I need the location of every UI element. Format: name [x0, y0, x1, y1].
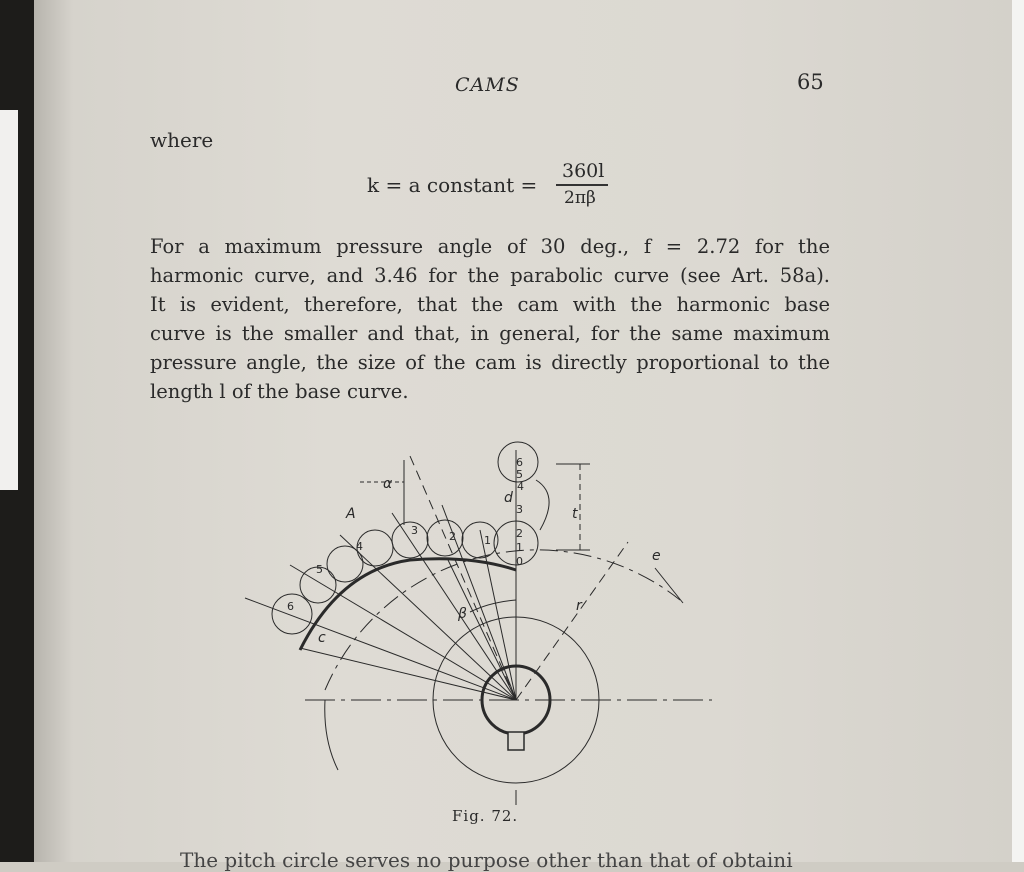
scale-label-2: 2	[516, 527, 523, 540]
next-paragraph-partial: The pitch circle serves no purpose other than that of obtaini	[180, 848, 793, 872]
point-label-6: 6	[287, 600, 294, 613]
r-label: r	[576, 598, 582, 614]
point-label-2: 2	[449, 530, 456, 543]
cam-figure	[240, 438, 720, 808]
e-label: e	[652, 548, 661, 564]
d-label: d	[504, 490, 513, 506]
alpha-label: α	[383, 476, 393, 492]
background-edge	[0, 110, 18, 490]
equation-lhs: k = a constant =	[367, 173, 538, 197]
point-label-3: 3	[411, 524, 418, 537]
paragraph-line: For a maximum pressure angle of 30 deg., f = 2.72 for the	[150, 235, 830, 258]
body-paragraph	[150, 232, 830, 406]
point-label-1: 1	[484, 534, 491, 547]
point-label-5: 5	[316, 563, 323, 576]
scale-label-0: 0	[516, 555, 523, 568]
point-label-4: 4	[356, 540, 363, 553]
equation-denominator: 2πβ	[564, 188, 596, 208]
scale-label-5: 5	[516, 468, 523, 481]
scale-label-3: 3	[516, 503, 523, 516]
a-label: A	[346, 506, 356, 522]
scale-label-4: 4	[517, 480, 524, 493]
radial-line-6	[245, 598, 516, 700]
paragraph-line: curve is the smaller and that, in general, for the same maximum	[150, 322, 830, 345]
where-label: where	[150, 128, 214, 152]
figure-caption: Fig. 72.	[452, 807, 519, 825]
paragraph-line: It is evident, therefore, that the cam with the harmonic base	[150, 293, 830, 316]
scale-label-1: 1	[516, 541, 523, 554]
equation-numerator: 360l	[562, 160, 605, 182]
beta-label: β	[458, 606, 467, 622]
scale-label-6: 6	[516, 456, 523, 469]
paragraph-line: length l of the base curve.	[150, 380, 409, 403]
running-header: CAMS	[455, 74, 520, 96]
c-label: c	[318, 630, 326, 646]
t-label: t	[572, 506, 578, 522]
background-edge-right	[1012, 0, 1024, 862]
fraction-bar	[556, 184, 608, 186]
page-number: 65	[797, 70, 824, 94]
paragraph-line: harmonic curve, and 3.46 for the parabolic curve (see Art. 58a).	[150, 264, 830, 287]
paragraph-line: pressure angle, the size of the cam is directly proportional to the	[150, 351, 830, 374]
